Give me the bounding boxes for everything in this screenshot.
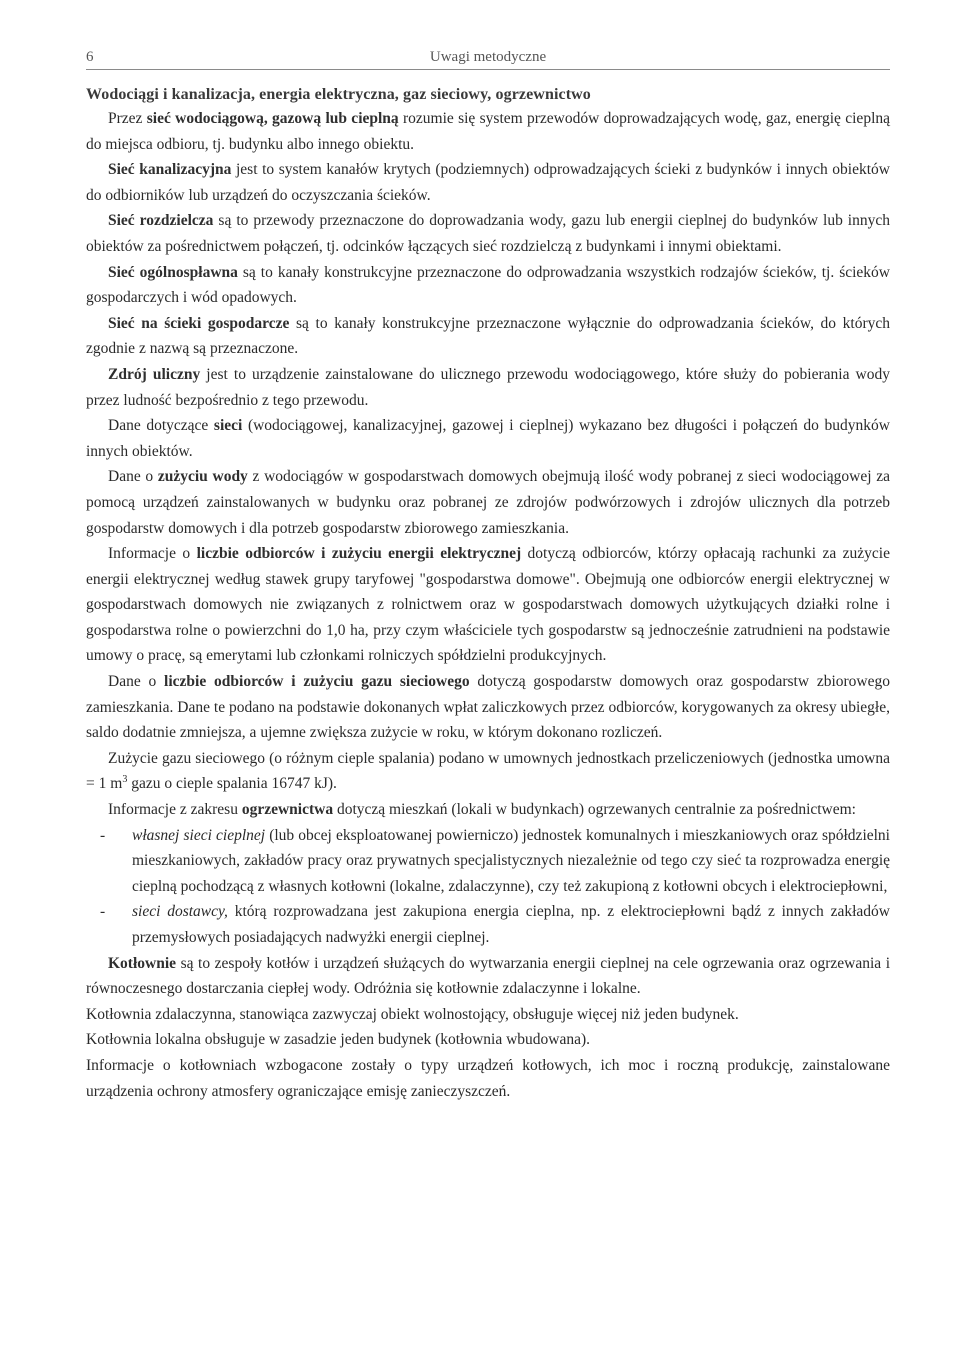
paragraph-gas: Dane o liczbie odbiorców i zużyciu gazu sieciowego dotyczą gospodarstw domowych oraz gospodarstw zbiorowego zamieszkania. Dane te podano na podstawie dokonanych wpłat zaliczkowych przez odbiorców, korygowanych za okresy ubiegłe, saldo dodatnie zmniejsza, a ujemne zwiększa zużycie w roku, w którym dokonano rozliczeń. [86, 673, 890, 742]
paragraph-gas-units: Zużycie gazu sieciowego (o różnym cieple spalania) podano w umownych jednostkach przeliczeniowych (jednostka umowna = 1 $m^3$ gazu o cieple spalania 16747 kJ). [86, 749, 890, 793]
paragraph-boiler-info: Informacje o kotłowniach wzbogacone zostały o typy urządzeń kotłowych, ich moc i roczną produkcję, zainstalowane urządzenia ochrony atmosfery ograniczające emisję zanieczyszczeń. [86, 1056, 890, 1100]
paragraph-electricity: Informacje o liczbie odbiorców i zużyciu energii elektrycznej dotyczą odbiorców, którzy opłacają rachunki za zużycie energii elektrycznej według stawek grupy taryfowej "gospodarstwa domowe". Obejmują one odbiorców energii elektrycznej w gospodarstwach domowych nie związanych z rolnictwem oraz w gospodarstwach domowych użytkujących działki rolne i gospodarstwa rolne o powierzchni do 1,0 ha, przy czym właściciele tych gospodarstw są jednocześnie zatrudnieni na podstawie umowy o pracę, są emerytami lub członkami rolniczych spółdzielni produkcyjnych. [86, 545, 890, 665]
paragraph-water-consumption: Dane o zużyciu wody z wodociągów w gospodarstwach domowych obejmują ilość wody pobranej z sieci wodociągowej za pomocą urządzeń zainstalowanych w budynku oraz pobranej ze zdrojów podwórzowych i zdrojów ulicznych dla potrzeb gospodarstw domowych i dla potrzeb gospodarstw zbiorowego zamieszkania. [86, 468, 891, 537]
paragraph-local-boiler: Kotłownia lokalna obsługuje w zasadzie jeden budynek (kotłownia wbudowana). [86, 1031, 591, 1049]
paragraph-street-hydrant: Zdrój uliczny jest to urządzenie zainstalowane do ulicznego przewodu wodociągowego, które służy do pobierania wody przez ludność bezpośrednio z tego przewodu. [86, 365, 890, 409]
paragraph-heating: Informacje z zakresu ogrzewnictwa dotyczą mieszkań (lokali w budynkach) ogrzewanych centralnie za pośrednictwem: [108, 801, 856, 819]
paragraph-domestic-sewer: Sieć na ścieki gospodarcze są to kanały konstrukcyjne przeznaczone wyłącznie do odprowadzania ścieków, do których zgodnie z nazwą są przeznaczone. [86, 314, 891, 358]
paragraph-water-gas-heat-network: Przez sieć wodociągową, gazową lub cieplną rozumie się system przewodów doprowadzających wodę, gaz, energię cieplną do miejsca odbioru, tj. budynku albo innego obiektu. [86, 110, 891, 153]
body-text [86, 106, 890, 1104]
paragraph-boiler-rooms: Kotłownie są to zespoły kotłów i urządzeń służących do wytwarzania energii cieplnej na cele ogrzewania oraz ogrzewania i równoczesnego dostarczania ciepłej wody. Odróżnia się kotłownie zdalaczynne i lokalne. [86, 954, 890, 998]
section-title: Wodociągi i kanalizacja, energia elektryczna, gaz sieciowy, ogrzewnictwo [86, 86, 591, 103]
page-number: 6 [86, 49, 94, 65]
list-item: - sieci dostawcy, którą rozprowadzana jest zakupiona energia cieplna, np. z elektrociepłowni bądź z innych zakładów przemysłowych posiadających nadwyżki energii cieplnej. [100, 903, 890, 946]
page-header [86, 49, 890, 71]
paragraph-distribution-network: Sieć rozdzielcza są to przewody przeznaczone do doprowadzania wody, gazu lub energii cieplnej do budynków lub innych obiektów za pośrednictwem połączeń, tj. odcinków łączących sieć rozdzielczą z budynkami i innymi obiektami. [86, 212, 890, 255]
paragraph-district-boiler: Kotłownia zdalaczynna, stanowiąca zazwyczaj obiekt wolnostojący, obsługuje więcej niż jeden budynek. [86, 1005, 739, 1023]
running-title: Uwagi metodyczne [429, 49, 547, 65]
paragraph-network-data: Dane dotyczące sieci (wodociągowej, kanalizacyjnej, gazowej i cieplnej) wykazano bez długości i połączeń do budynków innych obiektów. [86, 417, 890, 460]
paragraph-sewer-network: Sieć kanalizacyjna jest to system kanałów krytych (podziemnych) odprowadzających ścieki z budynków i innych obiektów do odbiorników lub urządzeń do oczyszczania ścieków. [86, 161, 890, 204]
heating-sources-list [86, 823, 890, 951]
list-item: - własnej sieci cieplnej (lub obcej eksploatowanej powierniczo) jednostek komunalnych i mieszkaniowych oraz spółdzielni mieszkaniowych, zakładów pracy oraz prywatnych specjalistycznych niezależnie od tego czy sieć ta rozprowadza energię cieplną pochodzącą z własnych kotłowni (lokalne, zdalaczynne), czy też zakupioną z kotłowni obcych i elektrociepłowni, [100, 826, 890, 895]
header-rule [86, 69, 890, 70]
paragraph-combined-sewer: Sieć ogólnospławna są to kanały konstrukcyjne przeznaczone do odprowadzania wszystkich rodzajów ścieków, tj. ścieków gospodarczych i wód opadowych. [86, 263, 890, 307]
